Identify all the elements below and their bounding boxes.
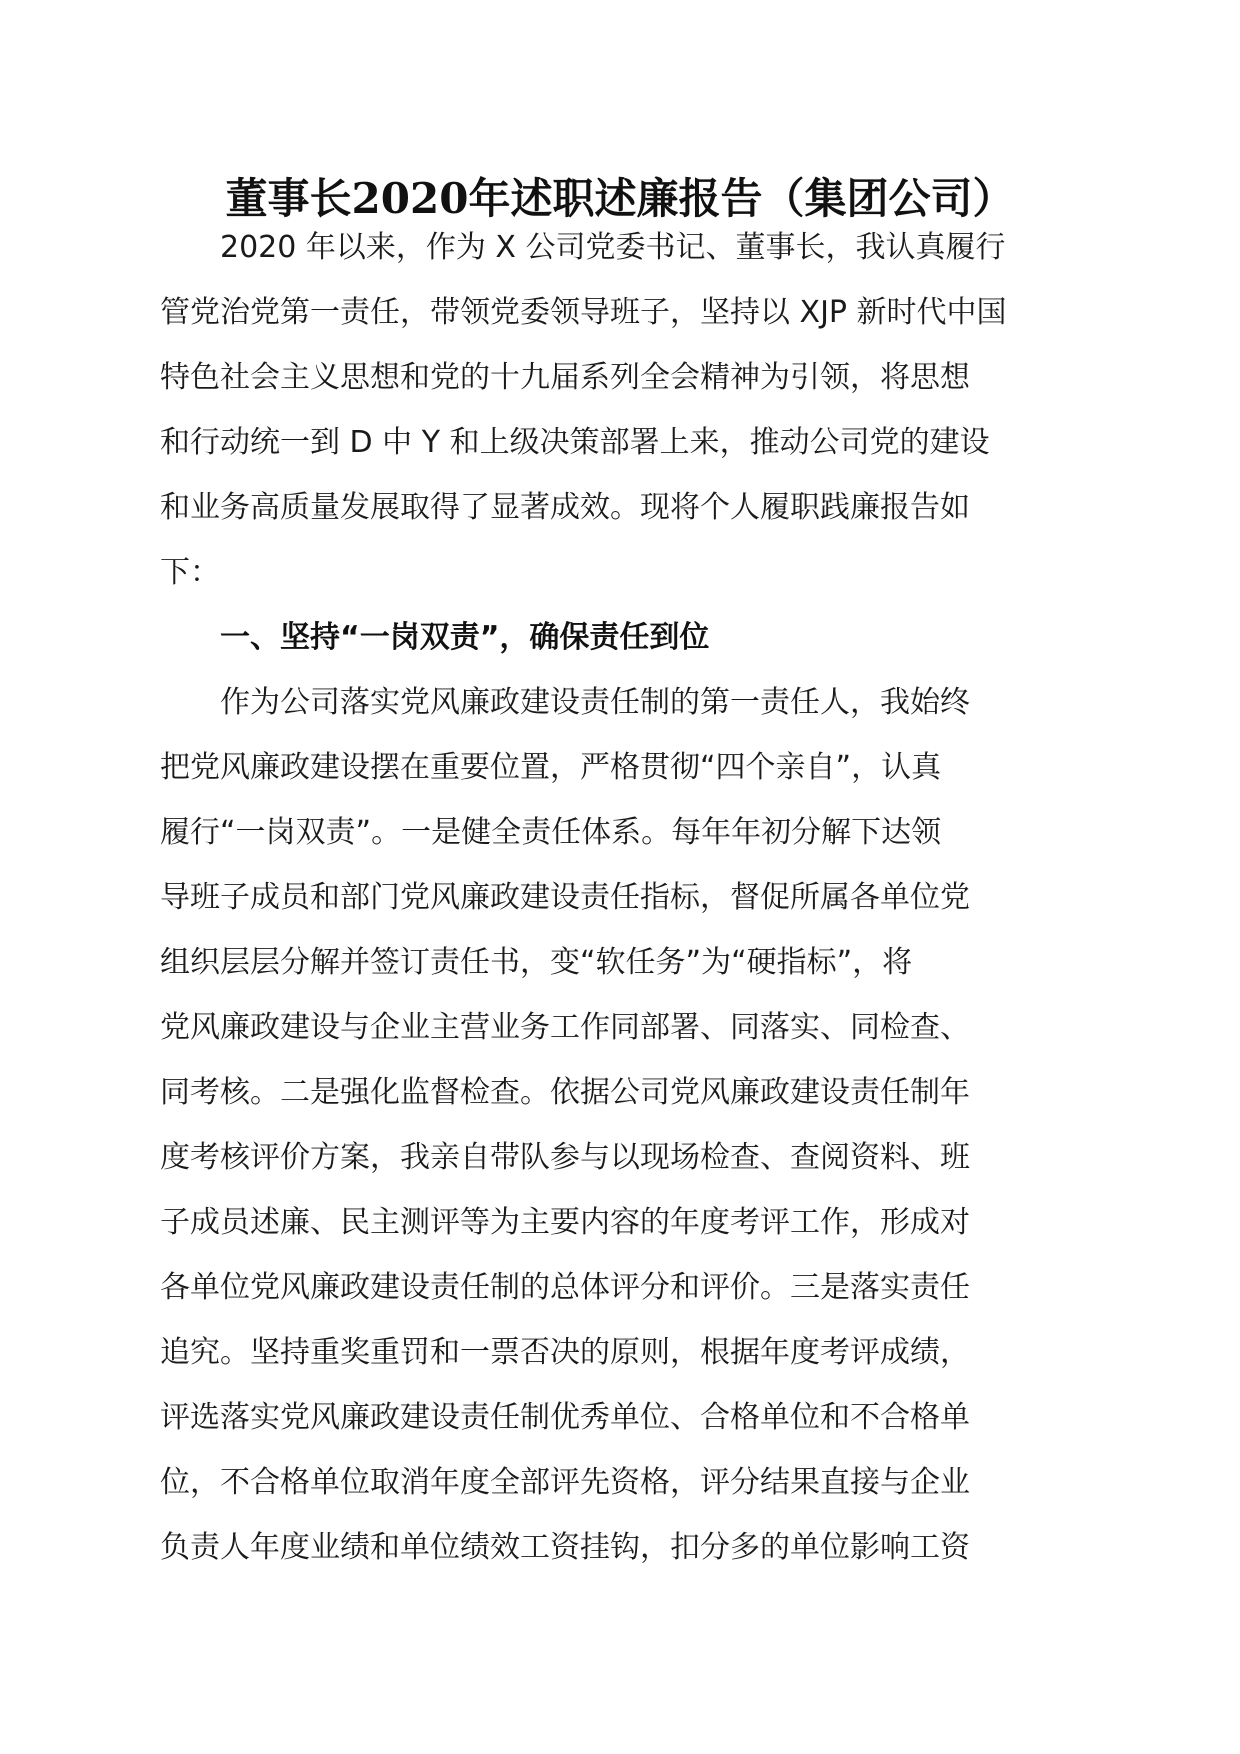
text-line: 管党治党第一责任，带领党委领导班子，坚持以 XJP 新时代中国 <box>160 295 1007 330</box>
text-line: 下： <box>160 555 220 590</box>
section-heading: 一、坚持“一岗双责”，确保责任到位 <box>160 620 710 655</box>
text-line: 履行“一岗双责”。一是健全责任体系。每年年初分解下达领 <box>160 815 942 850</box>
text-line: 位，不合格单位取消年度全部评先资格，评分结果直接与企业 <box>160 1465 970 1500</box>
text-line: 作为公司落实党风廉政建设责任制的第一责任人，我始终 <box>160 685 970 720</box>
text-line: 子成员述廉、民主测评等为主要内容的年度考评工作，形成对 <box>160 1205 970 1240</box>
text-line: 度考核评价方案，我亲自带队参与以现场检查、查阅资料、班 <box>160 1140 970 1175</box>
text-line: 评选落实党风廉政建设责任制优秀单位、合格单位和不合格单 <box>160 1400 970 1435</box>
text-line: 特色社会主义思想和党的十九届系列全会精神为引领，将思想 <box>160 360 970 395</box>
text-line: 各单位党风廉政建设责任制的总体评分和评价。三是落实责任 <box>160 1270 970 1305</box>
paragraph-intro <box>160 215 1090 605</box>
text-line: 导班子成员和部门党风廉政建设责任指标，督促所属各单位党 <box>160 880 970 915</box>
text-line: 党风廉政建设与企业主营业务工作同部署、同落实、同检查、 <box>160 1010 970 1045</box>
paragraph-responsibility <box>160 670 1090 1580</box>
text-line: 同考核。二是强化监督检查。依据公司党风廉政建设责任制年 <box>160 1075 970 1110</box>
text-line: 和行动统一到 D 中 Y 和上级决策部署上来，推动公司党的建设 <box>160 425 990 460</box>
text-line: 把党风廉政建设摆在重要位置，严格贯彻“四个亲自”，认真 <box>160 750 942 785</box>
text-line: 和业务高质量发展取得了显著成效。现将个人履职践廉报告如 <box>160 490 970 525</box>
text-line: 负责人年度业绩和单位绩效工资挂钩，扣分多的单位影响工资 <box>160 1530 970 1565</box>
document-title: 董事长2020年述职述廉报告（集团公司） <box>225 174 1015 223</box>
text-line: 组织层层分解并签订责任书，变“软任务”为“硬指标”，将 <box>160 945 913 980</box>
section-heading-1-block <box>160 605 1090 670</box>
text-line: 追究。坚持重奖重罚和一票否决的原则，根据年度考评成绩， <box>160 1335 970 1370</box>
text-line: 2020 年以来，作为 X 公司党委书记、董事长，我认真履行 <box>160 230 1006 265</box>
